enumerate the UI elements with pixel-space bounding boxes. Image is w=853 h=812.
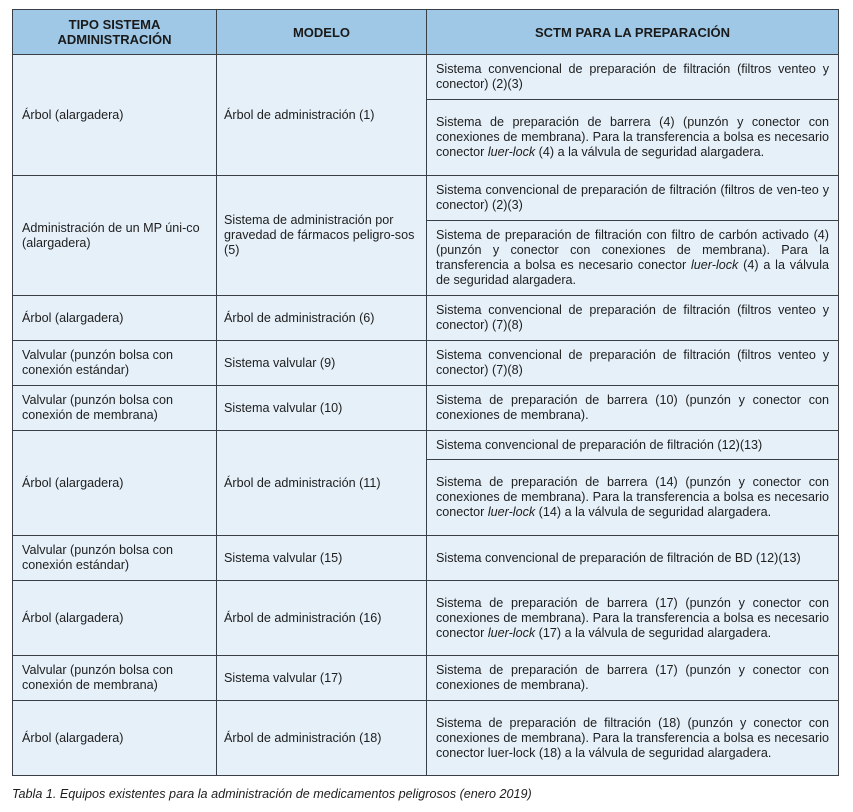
cell-modelo: Árbol de administración (6): [217, 296, 427, 341]
cell-sctm: Sistema convencional de preparación de filtración (filtros venteo y conector) (7)(8): [427, 341, 839, 386]
table-row: [13, 536, 839, 581]
table-header-row: [13, 10, 839, 55]
table-row: [13, 296, 839, 341]
sctm-italic-term: luer-lock: [690, 258, 739, 272]
cell-sctm: [427, 100, 839, 176]
cell-sctm: Sistema de preparación de barrera (17) (punzón y conector con conexiones de membrana).: [427, 656, 839, 701]
cell-modelo: Sistema valvular (17): [217, 656, 427, 701]
cell-modelo: Sistema de administración por gravedad de fármacos peligro-sos (5): [217, 176, 427, 296]
sctm-text: Sistema de preparación de barrera (14) (punzón y conector con conexiones de membrana). Para la transferencia a bolsa es necesario conector: [436, 475, 829, 519]
sctm-text: Sistema de preparación de barrera (4) (punzón y conector con conexiones de membrana). Para la transferencia a bolsa es necesario conector: [436, 115, 829, 159]
cell-sctm: Sistema convencional de preparación de filtración (filtros venteo y conector) (2)(3): [427, 55, 839, 100]
cell-tipo-sistema: Árbol (alargadera): [13, 431, 217, 536]
table-row: [13, 176, 839, 221]
cell-tipo-sistema: Administración de un MP úni-co (alargadera): [13, 176, 217, 296]
table-row: [13, 341, 839, 386]
sctm-text: (4) a la válvula de seguridad alargadera.: [436, 258, 829, 287]
table-row: [13, 386, 839, 431]
sctm-italic-term: luer-lock: [487, 505, 536, 519]
cell-sctm: [427, 221, 839, 296]
cell-modelo: Árbol de administración (1): [217, 55, 427, 176]
table-row: [13, 55, 839, 100]
cell-tipo-sistema: Valvular (punzón bolsa con conexión de membrana): [13, 386, 217, 431]
header-sctm: SCTM PARA LA PREPARACIÓN: [427, 10, 839, 55]
header-modelo: MODELO: [217, 10, 427, 55]
sctm-text: (17) a la válvula de seguridad alargadera.: [535, 625, 772, 640]
cell-modelo: Sistema valvular (15): [217, 536, 427, 581]
cell-modelo: Sistema valvular (10): [217, 386, 427, 431]
cell-tipo-sistema: Valvular (punzón bolsa con conexión estándar): [13, 341, 217, 386]
cell-sctm: Sistema convencional de preparación de filtración (filtros venteo y conector) (7)(8): [427, 296, 839, 341]
cell-tipo-sistema: Árbol (alargadera): [13, 701, 217, 776]
sctm-text: (4) a la válvula de seguridad alargadera.: [535, 145, 765, 159]
table-body: [13, 55, 839, 776]
cell-sctm: Sistema convencional de preparación de filtración (filtros de ven-teo y conector) (2)(3): [427, 176, 839, 221]
cell-sctm: [427, 460, 839, 536]
sctm-italic-term: luer-lock: [487, 145, 536, 159]
cell-sctm: Sistema convencional de preparación de filtración (12)(13): [427, 431, 839, 460]
cell-tipo-sistema: Árbol (alargadera): [13, 581, 217, 656]
table-caption: Tabla 1. Equipos existentes para la administración de medicamentos peligrosos (enero 2019): [12, 787, 532, 801]
header-tipo-sistema: TIPO SISTEMA ADMINISTRACIÓN: [13, 10, 217, 55]
table-row: [13, 701, 839, 776]
cell-tipo-sistema: Árbol (alargadera): [13, 55, 217, 176]
cell-modelo: Árbol de administración (16): [217, 581, 427, 656]
cell-sctm: Sistema de preparación de barrera (10) (punzón y conector con conexiones de membrana).: [427, 386, 839, 431]
sctm-text: (14) a la válvula de seguridad alargadera.: [535, 505, 772, 519]
table-row: [13, 656, 839, 701]
cell-modelo: Árbol de administración (11): [217, 431, 427, 536]
cell-modelo: Sistema valvular (9): [217, 341, 427, 386]
cell-tipo-sistema: Árbol (alargadera): [13, 296, 217, 341]
cell-tipo-sistema: Valvular (punzón bolsa con conexión de membrana): [13, 656, 217, 701]
cell-sctm: Sistema convencional de preparación de filtración de BD (12)(13): [427, 536, 839, 581]
cell-modelo: Árbol de administración (18): [217, 701, 427, 776]
table-row: [13, 431, 839, 460]
sctm-text: Sistema de preparación de filtración con filtro de carbón activado (4) (punzón y conector con conexiones de membrana). Para la transferencia a bolsa es necesario conector: [436, 228, 829, 272]
sctm-text: Sistema de preparación de barrera (17) (punzón y conector con conexiones de membrana). Para la transferencia a bolsa es necesario conector: [436, 595, 829, 640]
equipment-table: [12, 9, 839, 776]
cell-sctm: Sistema de preparación de filtración (18) (punzón y conector con conexiones de membrana). Para la transferencia a bolsa es necesario conector luer-lock (18) a la válvula de seguridad alargadera.: [427, 701, 839, 776]
cell-tipo-sistema: Valvular (punzón bolsa con conexión estándar): [13, 536, 217, 581]
table-row: [13, 581, 839, 656]
sctm-italic-term: luer-lock: [487, 625, 536, 640]
cell-sctm: [427, 581, 839, 656]
